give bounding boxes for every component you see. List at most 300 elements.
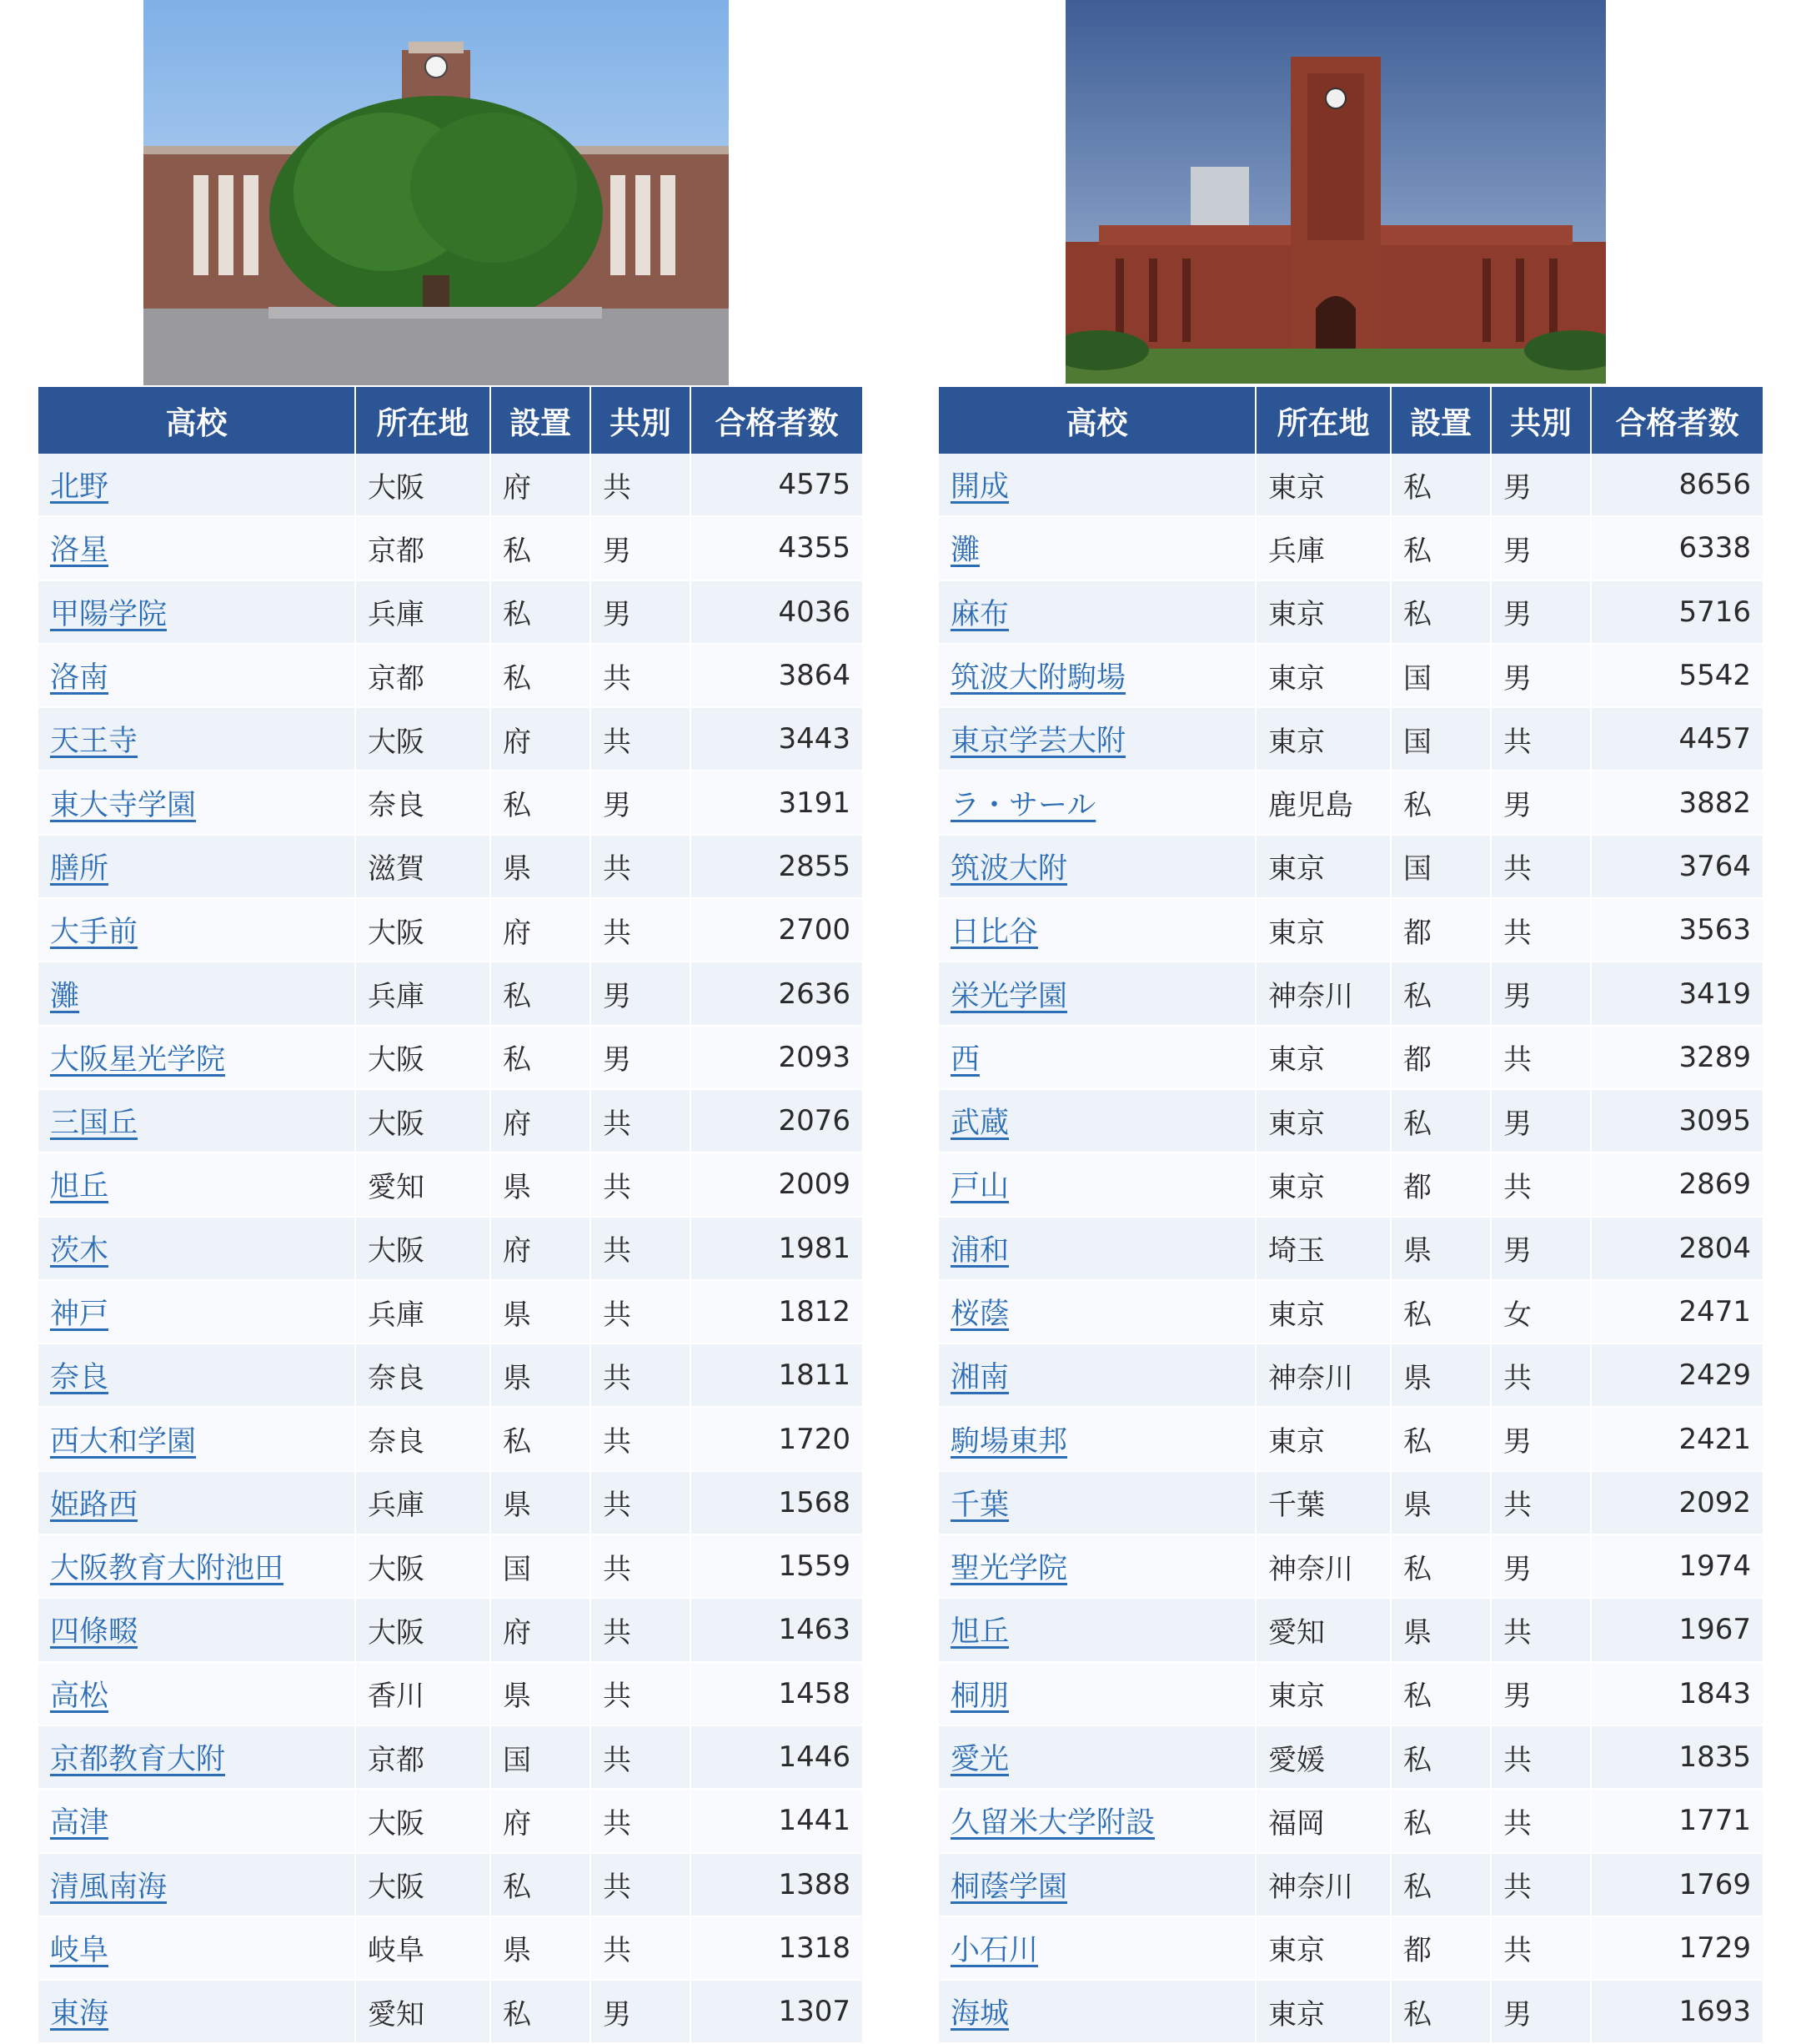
location-cell: 香川 xyxy=(355,1662,490,1725)
table-row xyxy=(939,1407,1763,1470)
pass-count-cell: 2421 xyxy=(1591,1407,1763,1470)
pass-count-cell: 1967 xyxy=(1591,1598,1763,1661)
location-cell: 埼玉 xyxy=(1256,1217,1391,1280)
location-cell: 大阪 xyxy=(355,454,490,516)
establishment-cell: 私 xyxy=(490,1980,590,2043)
school-name-link[interactable]: 姫路西 xyxy=(50,1488,138,1522)
pass-count-cell: 5542 xyxy=(1591,644,1763,707)
table-row xyxy=(38,1853,862,1916)
school-name-link[interactable]: 神戸 xyxy=(50,1298,109,1331)
establishment-cell: 私 xyxy=(1391,962,1491,1025)
location-cell: 奈良 xyxy=(355,771,490,834)
pass-count-cell: 2700 xyxy=(690,898,862,962)
location-cell: 神奈川 xyxy=(1256,962,1391,1025)
school-name-link[interactable]: 筑波大附 xyxy=(951,851,1068,886)
school-name-link[interactable]: 海城 xyxy=(951,1997,1010,2031)
header-gender: 共別 xyxy=(590,387,690,454)
establishment-cell: 私 xyxy=(1391,1280,1491,1343)
school-cell xyxy=(939,1471,1256,1534)
pass-count-cell: 4355 xyxy=(690,516,862,580)
table-row xyxy=(939,580,1763,644)
table-row xyxy=(939,1153,1763,1216)
school-name-link[interactable]: 戸山 xyxy=(951,1170,1010,1204)
school-name-link[interactable]: 桐蔭学園 xyxy=(951,1870,1068,1904)
gender-cell: 共 xyxy=(590,1407,690,1470)
school-name-link[interactable]: 聖光学院 xyxy=(951,1552,1068,1586)
location-cell: 東京 xyxy=(1256,898,1391,962)
location-cell: 滋賀 xyxy=(355,835,490,898)
location-cell: 大阪 xyxy=(355,1598,490,1661)
school-cell xyxy=(939,1980,1256,2043)
pass-count-cell: 2636 xyxy=(690,962,862,1025)
school-cell xyxy=(38,1217,355,1280)
location-cell: 大阪 xyxy=(355,1026,490,1089)
header-gender: 共別 xyxy=(1491,387,1591,454)
school-name-link[interactable]: 天王寺 xyxy=(50,725,138,759)
location-cell: 大阪 xyxy=(355,1217,490,1280)
establishment-cell: 府 xyxy=(490,707,590,771)
pass-count-cell: 3882 xyxy=(1591,771,1763,834)
header-count: 合格者数 xyxy=(1591,387,1763,454)
gender-cell: 共 xyxy=(590,644,690,707)
table-row xyxy=(939,707,1763,771)
school-cell xyxy=(38,1980,355,2043)
gender-cell: 共 xyxy=(1491,1916,1591,1980)
pass-count-cell: 3864 xyxy=(690,644,862,707)
school-name-link[interactable]: 桐朋 xyxy=(951,1679,1010,1713)
gender-cell: 共 xyxy=(590,1089,690,1153)
location-cell: 福岡 xyxy=(1256,1789,1391,1852)
location-cell: 鹿児島 xyxy=(1256,771,1391,834)
table-row xyxy=(38,1598,862,1661)
table-row xyxy=(939,1534,1763,1598)
location-cell: 奈良 xyxy=(355,1407,490,1470)
establishment-cell: 県 xyxy=(490,835,590,898)
school-cell xyxy=(38,1725,355,1789)
school-name-link[interactable]: 膳所 xyxy=(50,851,109,886)
gender-cell: 共 xyxy=(1491,1343,1591,1407)
table-row xyxy=(38,1916,862,1980)
school-name-link[interactable]: 駒場東邦 xyxy=(951,1424,1068,1459)
establishment-cell: 府 xyxy=(490,1089,590,1153)
gender-cell: 共 xyxy=(1491,1853,1591,1916)
gender-cell: 男 xyxy=(590,516,690,580)
establishment-cell: 私 xyxy=(1391,454,1491,516)
location-cell: 東京 xyxy=(1256,644,1391,707)
location-cell: 大阪 xyxy=(355,707,490,771)
gender-cell: 共 xyxy=(1491,707,1591,771)
establishment-cell: 国 xyxy=(1391,707,1491,771)
table-row xyxy=(939,1280,1763,1343)
location-cell: 愛媛 xyxy=(1256,1725,1391,1789)
school-cell xyxy=(38,454,355,516)
location-cell: 千葉 xyxy=(1256,1471,1391,1534)
location-cell: 愛知 xyxy=(355,1153,490,1216)
establishment-cell: 国 xyxy=(490,1534,590,1598)
school-name-link[interactable]: 甲陽学院 xyxy=(50,597,168,631)
pass-count-cell: 2093 xyxy=(690,1026,862,1089)
school-name-link[interactable]: 桜蔭 xyxy=(951,1298,1010,1331)
table-row xyxy=(38,1343,862,1407)
gender-cell: 男 xyxy=(1491,644,1591,707)
school-name-link[interactable]: 千葉 xyxy=(951,1488,1010,1522)
establishment-cell: 私 xyxy=(1391,1789,1491,1852)
location-cell: 兵庫 xyxy=(355,580,490,644)
school-name-link[interactable]: 茨木 xyxy=(50,1233,109,1268)
school-cell xyxy=(939,1725,1256,1789)
school-name-link[interactable]: ラ・サール xyxy=(951,788,1096,822)
pass-count-cell: 3443 xyxy=(690,707,862,771)
location-cell: 大阪 xyxy=(355,1789,490,1852)
pass-count-cell: 3289 xyxy=(1591,1026,1763,1089)
school-name-link[interactable]: 三国丘 xyxy=(50,1107,138,1141)
school-cell xyxy=(38,1089,355,1153)
pass-count-cell: 8656 xyxy=(1591,454,1763,516)
school-name-link[interactable]: 岐阜 xyxy=(50,1933,109,1967)
pass-count-cell: 1843 xyxy=(1591,1662,1763,1725)
establishment-cell: 県 xyxy=(1391,1343,1491,1407)
table-row xyxy=(939,1343,1763,1407)
establishment-cell: 府 xyxy=(490,1598,590,1661)
school-cell xyxy=(939,1789,1256,1852)
location-cell: 神奈川 xyxy=(1256,1534,1391,1598)
school-cell xyxy=(939,962,1256,1025)
table-row xyxy=(38,1725,862,1789)
location-cell: 奈良 xyxy=(355,1343,490,1407)
school-name-link[interactable]: 洛星 xyxy=(50,534,109,568)
school-cell xyxy=(939,1662,1256,1725)
school-name-link[interactable]: 小石川 xyxy=(951,1933,1039,1967)
pass-count-cell: 3095 xyxy=(1591,1089,1763,1153)
school-name-link[interactable]: 京都教育大附 xyxy=(50,1743,226,1777)
location-cell: 大阪 xyxy=(355,1853,490,1916)
gender-cell: 共 xyxy=(590,835,690,898)
table-row xyxy=(939,1089,1763,1153)
school-cell xyxy=(38,771,355,834)
school-cell xyxy=(939,580,1256,644)
table-row xyxy=(38,898,862,962)
school-name-link[interactable]: 洛南 xyxy=(50,661,109,696)
table-row xyxy=(38,1407,862,1470)
pass-count-cell: 1458 xyxy=(690,1662,862,1725)
establishment-cell: 私 xyxy=(490,1407,590,1470)
table-row xyxy=(38,1789,862,1852)
location-cell: 兵庫 xyxy=(1256,516,1391,580)
pass-count-cell: 3563 xyxy=(1591,898,1763,962)
header-school: 高校 xyxy=(939,387,1256,454)
location-cell: 大阪 xyxy=(355,898,490,962)
establishment-cell: 県 xyxy=(1391,1471,1491,1534)
establishment-cell: 私 xyxy=(490,644,590,707)
gender-cell: 共 xyxy=(1491,1026,1591,1089)
pass-count-cell: 1720 xyxy=(690,1407,862,1470)
school-cell xyxy=(38,1789,355,1852)
gender-cell: 共 xyxy=(590,1725,690,1789)
school-name-link[interactable]: 大手前 xyxy=(50,916,138,950)
school-cell xyxy=(38,1153,355,1216)
table-row xyxy=(38,1153,862,1216)
school-name-link[interactable]: 東京学芸大附 xyxy=(951,725,1126,759)
pass-count-cell: 1318 xyxy=(690,1916,862,1980)
location-cell: 東京 xyxy=(1256,580,1391,644)
school-cell xyxy=(38,835,355,898)
school-cell xyxy=(38,1853,355,1916)
table-row xyxy=(939,898,1763,962)
school-name-link[interactable]: 四條畷 xyxy=(50,1615,138,1650)
school-cell xyxy=(939,1407,1256,1470)
gender-cell: 男 xyxy=(1491,1407,1591,1470)
pass-count-cell: 1981 xyxy=(690,1217,862,1280)
left-ranking-table xyxy=(38,387,862,2044)
school-name-link[interactable]: 大阪星光学院 xyxy=(50,1042,226,1077)
gender-cell: 共 xyxy=(590,1217,690,1280)
establishment-cell: 府 xyxy=(490,1217,590,1280)
gender-cell: 男 xyxy=(1491,1534,1591,1598)
establishment-cell: 私 xyxy=(490,580,590,644)
gender-cell: 共 xyxy=(1491,835,1591,898)
header-school: 高校 xyxy=(38,387,355,454)
establishment-cell: 都 xyxy=(1391,1916,1491,1980)
establishment-cell: 府 xyxy=(490,454,590,516)
school-cell xyxy=(939,835,1256,898)
school-cell xyxy=(939,771,1256,834)
table-row xyxy=(38,1980,862,2043)
header-count: 合格者数 xyxy=(690,387,862,454)
location-cell: 愛知 xyxy=(1256,1598,1391,1661)
gender-cell: 共 xyxy=(590,1153,690,1216)
establishment-cell: 府 xyxy=(490,898,590,962)
school-cell xyxy=(38,1471,355,1534)
gender-cell: 男 xyxy=(1491,1662,1591,1725)
table-row xyxy=(38,1471,862,1534)
school-cell xyxy=(38,1343,355,1407)
gender-cell: 共 xyxy=(590,1598,690,1661)
location-cell: 東京 xyxy=(1256,1916,1391,1980)
table-row xyxy=(939,962,1763,1025)
establishment-cell: 私 xyxy=(490,771,590,834)
table-row xyxy=(939,1217,1763,1280)
school-name-link[interactable]: 灘 xyxy=(951,534,981,568)
location-cell: 神奈川 xyxy=(1256,1343,1391,1407)
pass-count-cell: 2471 xyxy=(1591,1280,1763,1343)
school-name-link[interactable]: 東海 xyxy=(50,1997,109,2031)
table-row xyxy=(38,580,862,644)
pass-count-cell: 1441 xyxy=(690,1789,862,1852)
table-row xyxy=(939,835,1763,898)
table-row xyxy=(939,1598,1763,1661)
right-table-body xyxy=(939,454,1763,2043)
establishment-cell: 私 xyxy=(490,962,590,1025)
establishment-cell: 府 xyxy=(490,1789,590,1852)
gender-cell: 共 xyxy=(590,1343,690,1407)
gender-cell: 共 xyxy=(590,898,690,962)
school-cell xyxy=(939,898,1256,962)
school-name-link[interactable]: 開成 xyxy=(951,470,1010,505)
gender-cell: 共 xyxy=(590,707,690,771)
establishment-cell: 都 xyxy=(1391,898,1491,962)
gender-cell: 男 xyxy=(1491,1980,1591,2043)
table-row xyxy=(38,1662,862,1725)
gender-cell: 男 xyxy=(1491,516,1591,580)
school-name-link[interactable]: 筑波大附駒場 xyxy=(951,661,1126,696)
school-cell xyxy=(38,1534,355,1598)
table-row xyxy=(939,1916,1763,1980)
school-name-link[interactable]: 奈良 xyxy=(50,1361,109,1395)
pass-count-cell: 4036 xyxy=(690,580,862,644)
pass-count-cell: 1568 xyxy=(690,1471,862,1534)
pass-count-cell: 4575 xyxy=(690,454,862,516)
school-name-link[interactable]: 旭丘 xyxy=(50,1170,109,1204)
location-cell: 大阪 xyxy=(355,1089,490,1153)
right-ranking-table xyxy=(939,387,1763,2044)
establishment-cell: 私 xyxy=(1391,580,1491,644)
gender-cell: 男 xyxy=(1491,1089,1591,1153)
auditorium-tower-photo xyxy=(1066,0,1606,384)
pass-count-cell: 1388 xyxy=(690,1853,862,1916)
pass-count-cell: 1307 xyxy=(690,1980,862,2043)
pass-count-cell: 3764 xyxy=(1591,835,1763,898)
clock-tower-tree-photo xyxy=(143,0,729,385)
gender-cell: 男 xyxy=(590,1980,690,2043)
school-cell xyxy=(38,516,355,580)
gender-cell: 共 xyxy=(1491,1598,1591,1661)
school-name-link[interactable]: 高津 xyxy=(50,1806,109,1841)
school-cell xyxy=(38,1407,355,1470)
school-cell xyxy=(38,962,355,1025)
gender-cell: 男 xyxy=(590,580,690,644)
location-cell: 愛知 xyxy=(355,1980,490,2043)
table-header-row xyxy=(939,387,1763,454)
header-type: 設置 xyxy=(1391,387,1491,454)
school-name-link[interactable]: 西大和学園 xyxy=(50,1424,197,1459)
location-cell: 東京 xyxy=(1256,835,1391,898)
school-cell xyxy=(939,1853,1256,1916)
school-name-link[interactable]: 旭丘 xyxy=(951,1615,1010,1650)
table-row xyxy=(38,835,862,898)
establishment-cell: 私 xyxy=(1391,1853,1491,1916)
header-location: 所在地 xyxy=(1256,387,1391,454)
school-name-link[interactable]: 栄光学園 xyxy=(951,979,1068,1013)
school-name-link[interactable]: 北野 xyxy=(50,470,109,505)
table-row xyxy=(38,1280,862,1343)
pass-count-cell: 2869 xyxy=(1591,1153,1763,1216)
establishment-cell: 私 xyxy=(1391,1725,1491,1789)
pass-count-cell: 5716 xyxy=(1591,580,1763,644)
school-cell xyxy=(939,707,1256,771)
establishment-cell: 私 xyxy=(1391,516,1491,580)
establishment-cell: 県 xyxy=(490,1662,590,1725)
gender-cell: 男 xyxy=(1491,1217,1591,1280)
header-location: 所在地 xyxy=(355,387,490,454)
school-name-link[interactable]: 浦和 xyxy=(951,1233,1010,1268)
table-row xyxy=(939,644,1763,707)
location-cell: 東京 xyxy=(1256,1980,1391,2043)
left-table-body xyxy=(38,454,862,2043)
school-name-link[interactable]: 東大寺学園 xyxy=(50,788,197,822)
location-cell: 大阪 xyxy=(355,1534,490,1598)
table-row xyxy=(939,1853,1763,1916)
pass-count-cell: 3191 xyxy=(690,771,862,834)
gender-cell: 共 xyxy=(590,1534,690,1598)
gender-cell: 男 xyxy=(1491,454,1591,516)
pass-count-cell: 1559 xyxy=(690,1534,862,1598)
school-cell xyxy=(939,1343,1256,1407)
school-cell xyxy=(939,1280,1256,1343)
school-name-link[interactable]: 西 xyxy=(951,1042,981,1077)
school-cell xyxy=(939,1534,1256,1598)
location-cell: 東京 xyxy=(1256,1407,1391,1470)
school-name-link[interactable]: 久留米大学附設 xyxy=(951,1806,1156,1841)
establishment-cell: 私 xyxy=(1391,1534,1491,1598)
school-name-link[interactable]: 日比谷 xyxy=(951,916,1039,950)
establishment-cell: 都 xyxy=(1391,1026,1491,1089)
location-cell: 京都 xyxy=(355,1725,490,1789)
school-cell xyxy=(939,454,1256,516)
table-row xyxy=(38,771,862,834)
location-cell: 兵庫 xyxy=(355,1471,490,1534)
school-cell xyxy=(38,707,355,771)
location-cell: 東京 xyxy=(1256,454,1391,516)
table-row xyxy=(38,1026,862,1089)
pass-count-cell: 1974 xyxy=(1591,1534,1763,1598)
school-name-link[interactable]: 湘南 xyxy=(951,1361,1010,1395)
location-cell: 神奈川 xyxy=(1256,1853,1391,1916)
table-row xyxy=(939,1980,1763,2043)
school-cell xyxy=(939,1089,1256,1153)
establishment-cell: 私 xyxy=(490,1853,590,1916)
school-name-link[interactable]: 麻布 xyxy=(951,597,1010,631)
school-name-link[interactable]: 灘 xyxy=(50,979,80,1013)
establishment-cell: 県 xyxy=(490,1280,590,1343)
school-cell xyxy=(939,1026,1256,1089)
school-name-link[interactable]: 愛光 xyxy=(951,1743,1010,1777)
school-name-link[interactable]: 高松 xyxy=(50,1679,109,1713)
school-cell xyxy=(38,1916,355,1980)
gender-cell: 男 xyxy=(590,962,690,1025)
pass-count-cell: 1769 xyxy=(1591,1853,1763,1916)
pass-count-cell: 2855 xyxy=(690,835,862,898)
location-cell: 岐阜 xyxy=(355,1916,490,1980)
gender-cell: 男 xyxy=(1491,962,1591,1025)
school-name-link[interactable]: 武蔵 xyxy=(951,1107,1010,1141)
pass-count-cell: 2009 xyxy=(690,1153,862,1216)
gender-cell: 共 xyxy=(590,1471,690,1534)
pass-count-cell: 2076 xyxy=(690,1089,862,1153)
gender-cell: 共 xyxy=(590,1280,690,1343)
school-cell xyxy=(38,1280,355,1343)
establishment-cell: 私 xyxy=(1391,1662,1491,1725)
gender-cell: 共 xyxy=(590,1916,690,1980)
establishment-cell: 県 xyxy=(490,1916,590,1980)
header-type: 設置 xyxy=(490,387,590,454)
pass-count-cell: 1463 xyxy=(690,1598,862,1661)
school-name-link[interactable]: 清風南海 xyxy=(50,1870,168,1904)
gender-cell: 男 xyxy=(590,771,690,834)
gender-cell: 男 xyxy=(1491,580,1591,644)
establishment-cell: 国 xyxy=(1391,644,1491,707)
establishment-cell: 私 xyxy=(1391,1407,1491,1470)
school-cell xyxy=(38,1598,355,1661)
establishment-cell: 県 xyxy=(1391,1598,1491,1661)
school-cell xyxy=(38,1026,355,1089)
table-row xyxy=(38,1217,862,1280)
gender-cell: 男 xyxy=(590,1026,690,1089)
gender-cell: 共 xyxy=(1491,1789,1591,1852)
school-name-link[interactable]: 大阪教育大附池田 xyxy=(50,1552,284,1586)
pass-count-cell: 1771 xyxy=(1591,1789,1763,1852)
school-cell xyxy=(939,1153,1256,1216)
pass-count-cell: 1729 xyxy=(1591,1916,1763,1980)
